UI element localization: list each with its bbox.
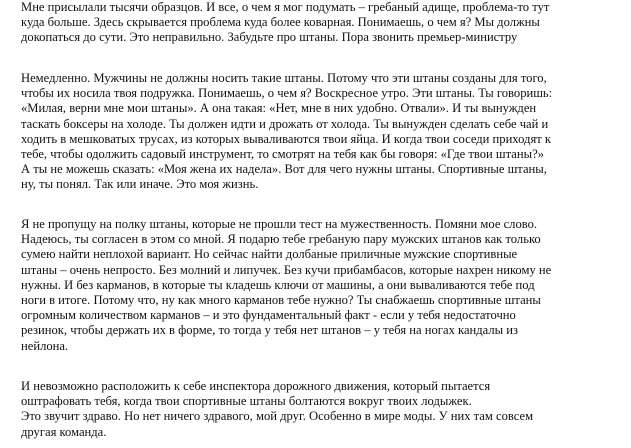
text-line: чтобы их носила твоя подружка. Понимаешь, о чем я? Воскресное утро. Эти штаны. Ты говоришь: [21,86,553,101]
text-line: таскать боксеры на холоде. Ты должен идти и дрожать от холода. Ты вынужден сделать себе чай и [21,116,549,131]
paragraph-2 [21,71,552,193]
paragraph-4 [21,379,533,440]
text-line: нейлона. [21,338,69,353]
text-line: «Милая, верни мне мои штаны». А она такая: «Нет, мне в них удобно. Отвали». И ты вынужден [21,101,537,116]
text-line: Это звучит здраво. Но нет ничего здравого, мой друг. Особенно в мире моды. У них там совсем [21,409,534,424]
text-line: штаны – очень непросто. Без молний и липучек. Без кучи прибамбасов, которые нахрен никому не [21,262,552,277]
text-line: ну, ты понял. Так или иначе. Это моя жизнь. [21,177,259,192]
text-line: нужны. И без карманов, в которые ты кладешь ключи от машины, а они вываливаются тебе под [21,277,535,292]
text-line: Немедленно. Мужчины не должны носить такие штаны. Потому что эти штаны созданы для того, [21,71,547,85]
text-line: тебе, чтобы одолжить садовый инструмент, то смотрят на тебя как бы говоря: «Где твои штаны?» [21,147,544,162]
text-line: Надеюсь, ты согласен в этом со мной. Я подарю тебе гребаную пару мужских штанов как только [21,232,541,247]
paragraph-3 [21,217,551,354]
text-line: докопаться до сути. Это неправильно. Забудьте про штаны. Пора звонить премьер-министру [21,30,518,45]
text-line: резинок, чтобы держать их в форме, то тогда у тебя нет штанов – у тебя на ногах кандалы из [21,323,518,338]
text-line: оштрафовать тебя, когда твои спортивные штаны болтаются вокруг твоих лодыжек. [21,394,472,409]
text-line: Я не пропущу на полку штаны, которые не прошли тест на мужественность. Помяни мое слово. [21,217,538,231]
text-line: ходить в мешковатых трусах, из которых вываливаются твои яйца. И когда твои соседи приходят к [21,131,552,146]
text-line: сумею найти неплохой вариант. Но сейчас найти долбаные приличные мужские спортивные [21,247,518,262]
paragraph-1 [21,0,549,46]
text-line: другая команда. [21,424,107,439]
text-line: ноги в итоге. Потому что, ну как много карманов тебе нужно? Ты снабжаешь спортивные штаны [21,293,541,308]
text-line: И невозможно расположить к себе инспектора дорожного движения, который пытается [21,379,491,393]
text-line: Мне присылали тысячи образцов. И все, о чем я мог подумать – гребаный адище, проблема-то тут [21,0,550,14]
text-line: куда больше. Здесь скрывается проблема куда более коварная. Понимаешь, о чем я? Мы должны [21,15,540,30]
text-line: А ты не можешь сказать: «Моя жена их надела». Вот для чего нужны штаны. Спортивные штаны, [21,162,547,177]
text-line: огромным количеством карманов – и это фундаментальный факт - если у тебя недостаточно [21,308,516,323]
